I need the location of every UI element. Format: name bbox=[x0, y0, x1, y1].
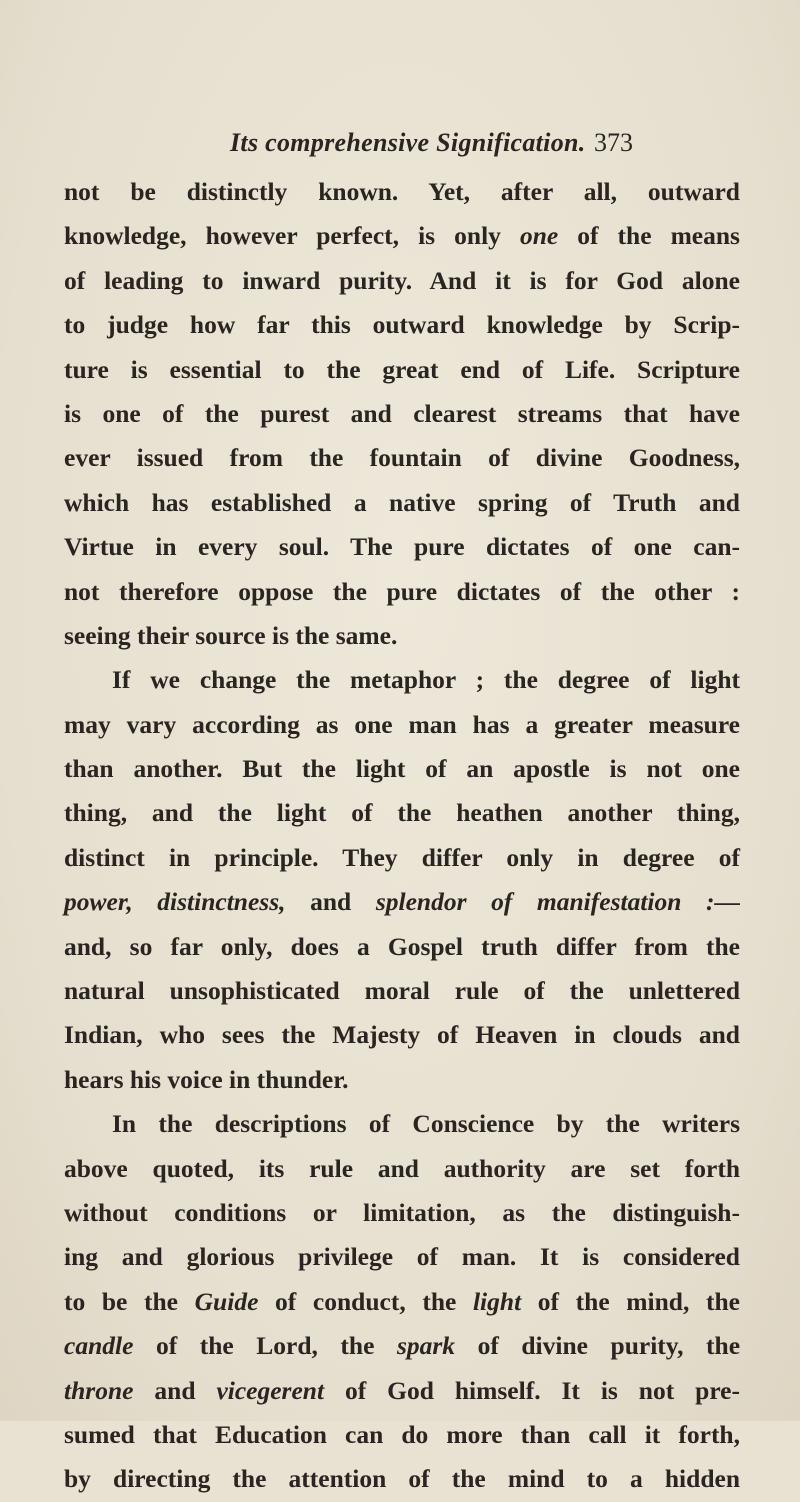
text-line: candle of the Lord, the spark of divine purity, the bbox=[64, 1331, 741, 1361]
text-line: thing, and the light of the heathen another thing, bbox=[64, 798, 740, 828]
text-line: is one of the purest and clearest streams that have bbox=[64, 398, 740, 428]
text-line: In the descriptions of Conscience by the writers bbox=[112, 1109, 740, 1139]
text-line: Indian, who sees the Majesty of Heaven in clouds and bbox=[64, 1020, 740, 1050]
italic-emphasis: light bbox=[472, 1286, 522, 1316]
text-line: ing and glorious privilege of man. It is considered bbox=[64, 1242, 740, 1272]
text-line: ture is essential to the great end of Life. Scripture bbox=[64, 354, 740, 384]
italic-emphasis: vicegerent bbox=[216, 1375, 325, 1405]
text-line: to judge how far this outward knowledge by Scrip- bbox=[64, 310, 740, 340]
text-line: distinct in principle. They differ only in degree of bbox=[64, 842, 740, 872]
text-line: which has established a native spring of Truth and bbox=[64, 487, 740, 517]
italic-emphasis: candle bbox=[64, 1331, 134, 1361]
text-line: by directing the attention of the mind to a hidden bbox=[64, 1464, 740, 1494]
italic-emphasis: power, distinctness, bbox=[64, 887, 286, 917]
text-line: throne and vicegerent of God himself. It is not pre- bbox=[64, 1375, 740, 1405]
text-line: sumed that Education can do more than call it forth, bbox=[64, 1419, 740, 1449]
italic-emphasis: spark bbox=[396, 1331, 456, 1361]
text-line: above quoted, its rule and authority are set forth bbox=[64, 1153, 740, 1183]
text-line: of leading to inward purity. And it is for God alone bbox=[64, 265, 740, 295]
running-title: Its comprehensive Signification. bbox=[230, 128, 586, 157]
page-number: 373 bbox=[594, 128, 633, 157]
italic-emphasis: throne bbox=[64, 1375, 134, 1405]
text-line: knowledge, however perfect, is only one of the means bbox=[64, 221, 740, 251]
text-line: hears his voice in thunder. bbox=[64, 1064, 349, 1094]
text-line: to be the Guide of conduct, the light of the mind, the bbox=[64, 1286, 740, 1316]
text-line: If we change the metaphor ; the degree of light bbox=[112, 665, 740, 695]
text-line: natural unsophisticated moral rule of the unlettered bbox=[64, 976, 740, 1006]
italic-emphasis: splendor of manifestation :— bbox=[375, 887, 741, 917]
page-header bbox=[60, 128, 760, 168]
body-text bbox=[64, 170, 740, 1502]
text-line: and, so far only, does a Gospel truth differ from the bbox=[64, 931, 740, 961]
italic-emphasis: Guide bbox=[194, 1286, 259, 1316]
text-line: not be distinctly known. Yet, after all, outward bbox=[64, 177, 740, 206]
text-line: Virtue in every soul. The pure dictates of one can- bbox=[64, 532, 740, 562]
italic-emphasis: one bbox=[519, 221, 559, 251]
text-line: without conditions or limitation, as the distinguish- bbox=[64, 1197, 740, 1227]
text-line: not therefore oppose the pure dictates of the other : bbox=[64, 576, 740, 606]
text-line: seeing their source is the same. bbox=[64, 620, 398, 650]
text-line: than another. But the light of an apostle is not one bbox=[64, 754, 740, 784]
text-line: ever issued from the fountain of divine Goodness, bbox=[64, 443, 740, 473]
text-line: may vary according as one man has a greater measure bbox=[64, 709, 740, 739]
text-line: power, distinctness, and splendor of manifestation :— bbox=[64, 887, 741, 917]
